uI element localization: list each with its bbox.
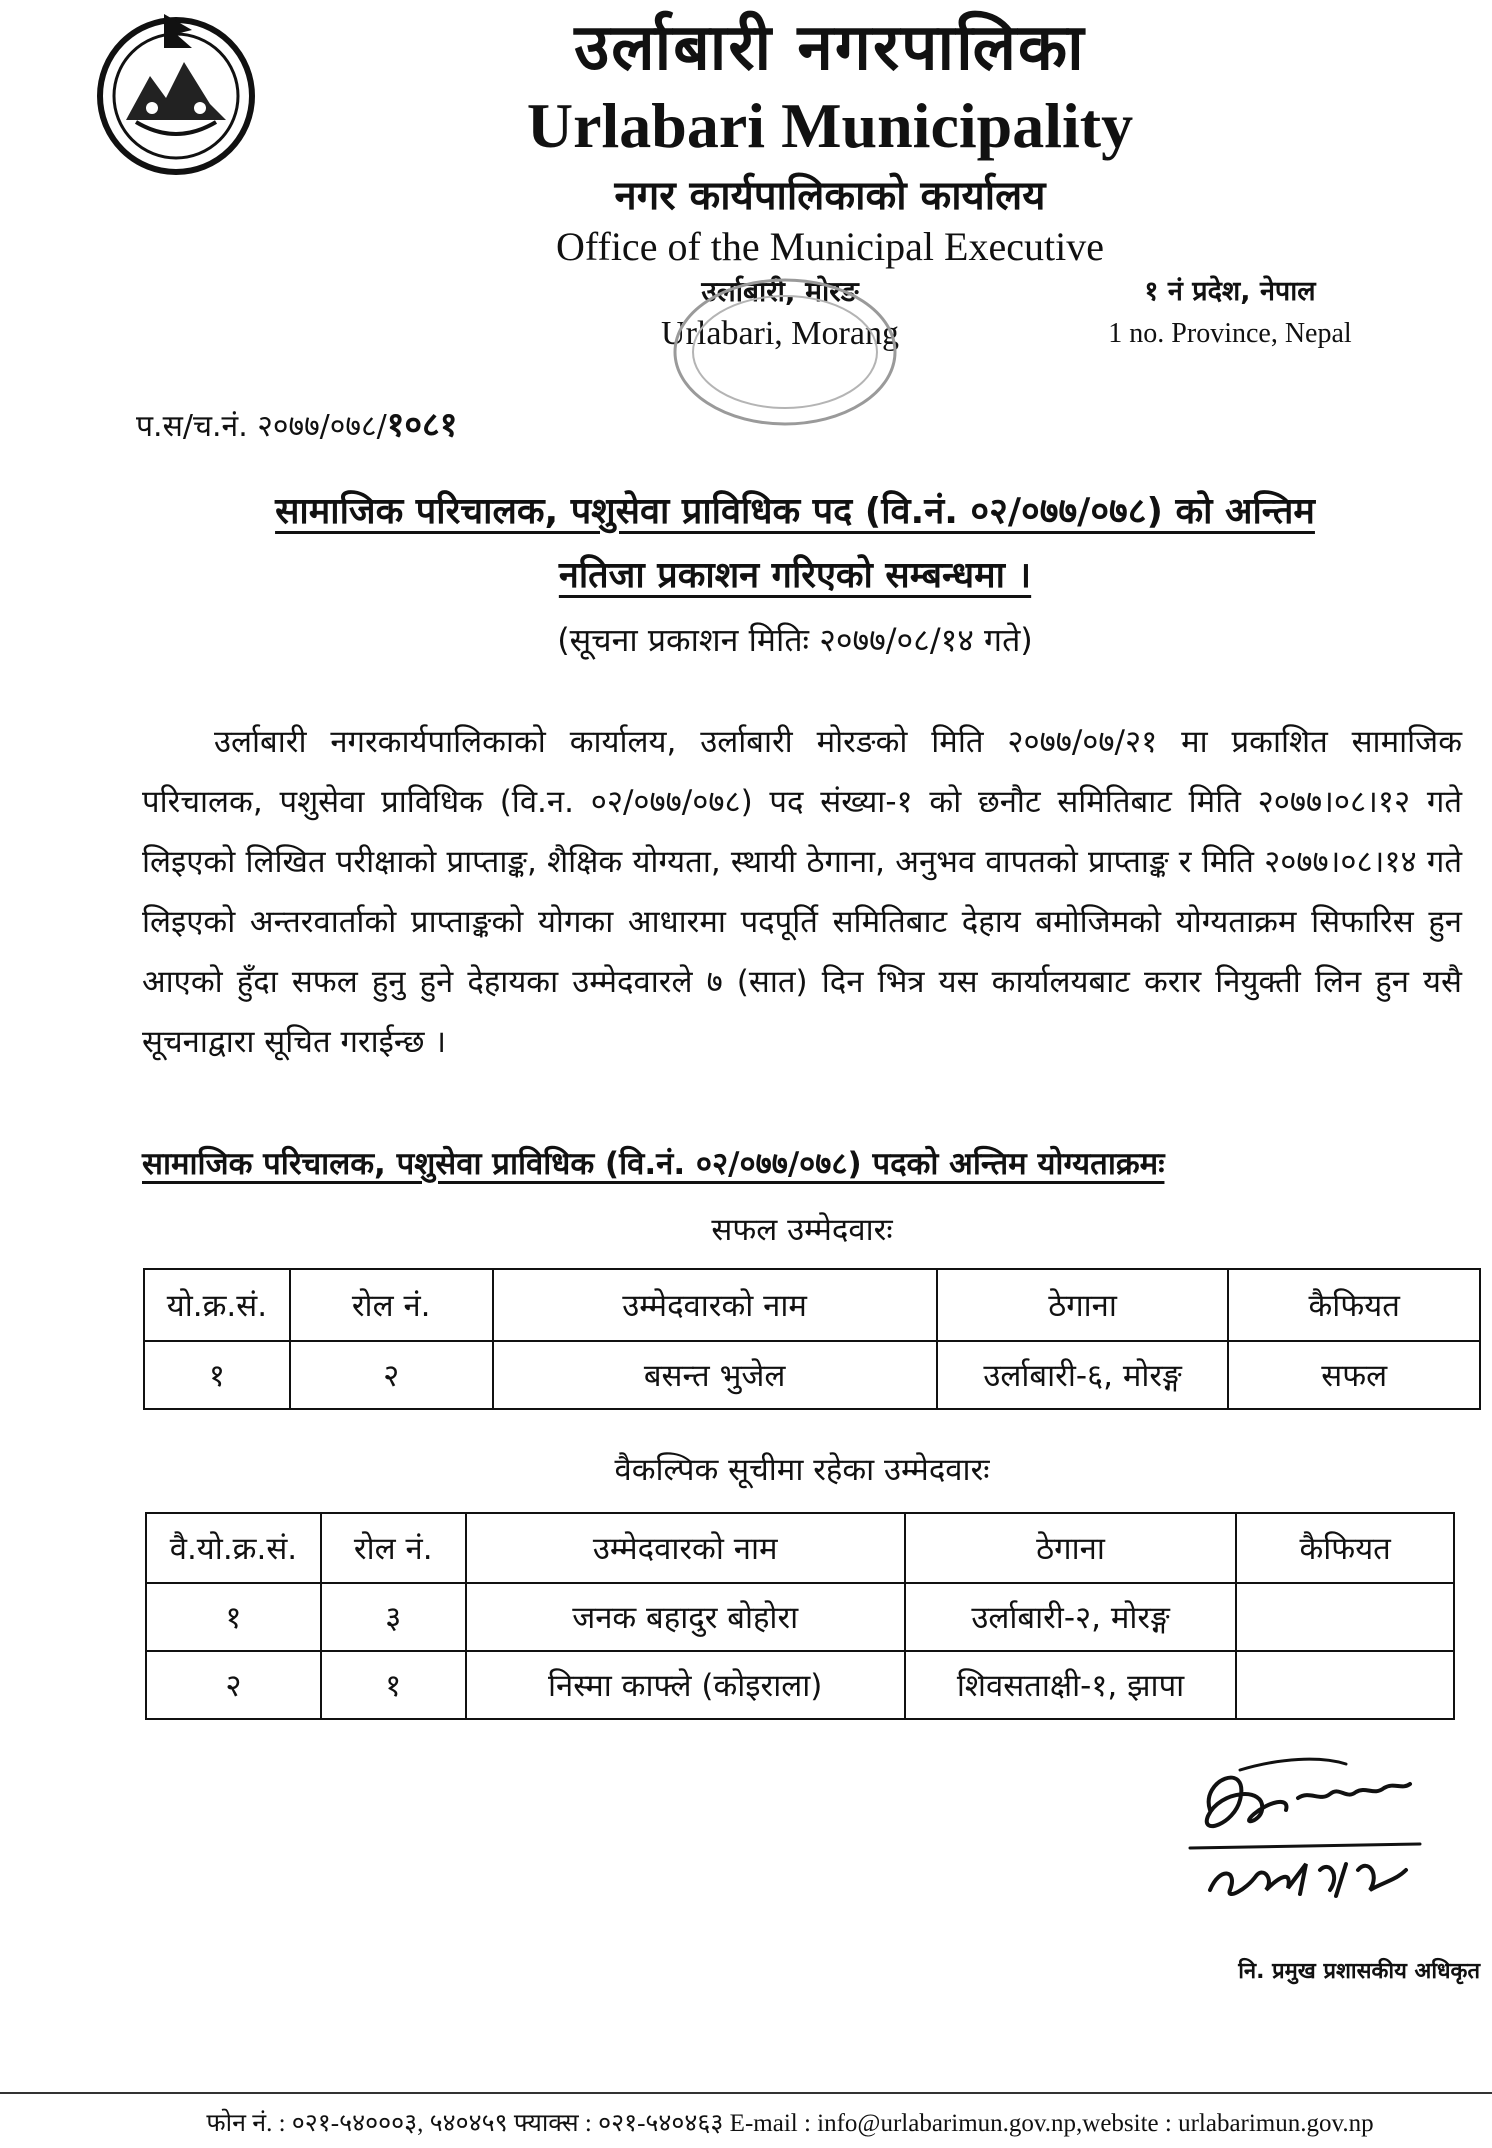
col-alt-serial: वै.यो.क्र.सं. — [146, 1513, 321, 1583]
cell-candidate-name: बसन्त भुजेल — [493, 1341, 937, 1409]
cell-candidate-name: जनक बहादुर बोहोरा — [466, 1583, 905, 1651]
publication-date: (सूचना प्रकाशन मितिः २०७७/०८/१४ गते) — [557, 621, 1033, 659]
cell-remarks: सफल — [1228, 1341, 1480, 1409]
cell-serial: १ — [144, 1341, 290, 1409]
reference-handwritten-number: १०८१ — [386, 405, 458, 445]
cell-alt-serial: १ — [146, 1583, 321, 1651]
cell-remarks — [1236, 1651, 1454, 1719]
table-header-row — [144, 1269, 1480, 1341]
col-candidate-name: उम्मेदवारको नाम — [466, 1513, 905, 1583]
col-roll-number: रोल नं. — [290, 1269, 493, 1341]
reference-prefix: प.स/च.नं. २०७७/०७८/ — [136, 409, 387, 444]
successful-candidates-caption: सफल उम्मेदवारः — [711, 1212, 893, 1248]
address-nepali: उर्लाबारी, मोरङ — [701, 275, 859, 308]
handwritten-signature — [1170, 1740, 1460, 1920]
table-row — [146, 1583, 1454, 1651]
col-serial: यो.क्र.सं. — [144, 1269, 290, 1341]
cell-roll-number: १ — [321, 1651, 466, 1719]
col-address: ठेगाना — [937, 1269, 1229, 1341]
merit-list-heading: सामाजिक परिचालक, पशुसेवा प्राविधिक (वि.नं. ०२/०७७/०७८) पदको अन्तिम योग्यताक्रमः — [142, 1146, 1165, 1182]
cell-alt-serial: २ — [146, 1651, 321, 1719]
province-nepali: १ नं प्रदेश, नेपाल — [1144, 276, 1316, 307]
col-remarks: कैफियत — [1236, 1513, 1454, 1583]
cell-address: शिवसताक्षी-१, झापा — [905, 1651, 1237, 1719]
address-english: Urlabari, Morang — [661, 315, 899, 352]
table-row — [146, 1651, 1454, 1719]
subject-line-2: नतिजा प्रकाशन गरिएको सम्बन्धमा । — [558, 555, 1032, 596]
alternate-candidates-caption: वैकल्पिक सूचीमा रहेका उम्मेदवारः — [614, 1452, 990, 1488]
province-english: 1 no. Province, Nepal — [1108, 318, 1352, 349]
footer-contact: फोन नं. : ०२१-५४०००३, ५४०४५९ फ्याक्स : ०२१-५४०४६३ E-mail : info@urlabarimun.gov.np,website : urlabarimun.gov.np — [206, 2110, 1374, 2137]
cell-candidate-name: निस्मा काफ्ले (कोइराला) — [466, 1651, 905, 1719]
cell-roll-number: २ — [290, 1341, 493, 1409]
table-row — [144, 1341, 1480, 1409]
cell-remarks — [1236, 1583, 1454, 1651]
signer-title: नि. प्रमुख प्रशासकीय अधिकृत — [1238, 1959, 1480, 1984]
notice-body: उर्लाबारी नगरकार्यपालिकाको कार्यालय, उर्लाबारी मोरङको मिति २०७७/०७/२१ मा प्रकाशित सामाजिक परिचालक, पशुसेवा प्राविधिक (वि.न. ०२/०७७/०७८) पद संख्या-१ को छनौट समितिबाट मिति २०७७।०८।१२ गते लिइएको लिखित परीक्षाको प्राप्ताङ्क, शैक्षिक योग्यता, स्थायी ठेगाना, अनुभव वापतको प्राप्ताङ्क र मिति २०७७।०८।१४ गते लिइएको अन्तरवार्ताको प्राप्ताङ्कको योगका आधारमा पदपूर्ति समितिबाट देहाय बमोजिमको योग्यताक्रम सिफारिस हुन आएको हुँदा सफल हुनु हुने देहायका उम्मेदवारले ७ (सात) दिन भित्र यस कार्यालयबाट करार नियुक्ती लिन हुन यसै सूचनाद्वारा सूचित गराईन्छ । — [142, 724, 1462, 1060]
municipality-emblem — [92, 8, 260, 176]
successful-candidates-table — [143, 1268, 1481, 1410]
municipality-title-english: Urlabari Municipality — [526, 90, 1134, 161]
col-roll-number: रोल नं. — [321, 1513, 466, 1583]
reference-number — [136, 402, 736, 450]
office-title-nepali: नगर कार्यपालिकाको कार्यालय — [614, 173, 1046, 219]
alternate-candidates-table — [145, 1512, 1455, 1720]
col-remarks: कैफियत — [1228, 1269, 1480, 1341]
cell-roll-number: ३ — [321, 1583, 466, 1651]
office-title-english: Office of the Municipal Executive — [556, 224, 1104, 269]
subject-line-1: सामाजिक परिचालक, पशुसेवा प्राविधिक पद (वि.नं. ०२/०७७/०७८) को अन्तिम — [275, 491, 1315, 532]
cell-address: उर्लाबारी-२, मोरङ्ग — [905, 1583, 1237, 1651]
col-address: ठेगाना — [905, 1513, 1237, 1583]
footer-divider — [0, 2092, 1492, 2094]
cell-address: उर्लाबारी-६, मोरङ्ग — [937, 1341, 1229, 1409]
table-header-row — [146, 1513, 1454, 1583]
col-candidate-name: उम्मेदवारको नाम — [493, 1269, 937, 1341]
notice-subject — [130, 480, 1460, 608]
municipality-title-nepali: उर्लाबारी नगरपालिका — [574, 11, 1086, 85]
